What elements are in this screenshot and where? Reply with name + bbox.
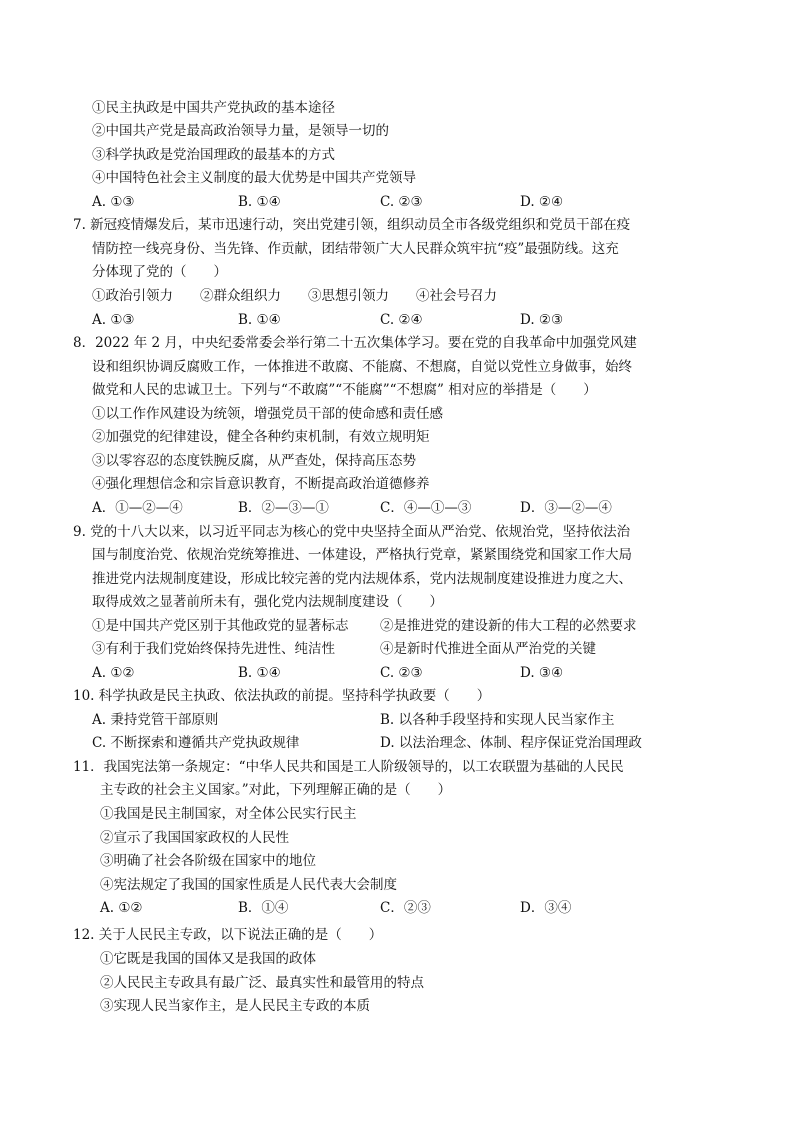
q10-option-d[interactable]: D. 以法治理念、体制、程序保证党治国理政 — [380, 735, 642, 751]
q12-stem: 12. 关于人民民主专政，以下说法正确的是（ ） — [73, 927, 383, 943]
q8-stem-line-2: 设和组织协调反腐败工作，一体推进不敢腐、不能腐、不想腐，自觉以党性立身做事，始终 — [92, 359, 632, 375]
q6-item-4: ④中国特色社会主义制度的最大优势是中国共产党领导 — [92, 170, 416, 186]
q7-items: ①政治引领力 ②群众组织力 ③思想引领力 ④社会号召力 — [92, 288, 497, 304]
q7-stem-line-1: 7. 新冠疫情爆发后，某市迅速行动，突出党建引领，组织动员全市各级党组织和党员干部在疫 — [73, 217, 631, 233]
q9-item-2: ②是推进党的建设新的伟大工程的必然要求 — [380, 618, 637, 634]
q9-item-1: ①是中国共产党区别于其他政党的显著标志 — [92, 618, 349, 634]
q8-option-d[interactable]: D．③—②—④ — [520, 500, 612, 516]
q6-option-a[interactable]: A. ①③ — [92, 194, 135, 210]
q9-stem-line-2: 国与制度治党、依规治党统筹推进、一体建设，严格执行党章，紧紧围绕党和国家工作大局 — [92, 547, 632, 563]
q8-option-b[interactable]: B．②—③—① — [238, 500, 329, 516]
q8-item-2: ②加强党的纪律建设，健全各种约束机制，有效立规明矩 — [92, 429, 430, 445]
q9-stem-line-1: 9. 党的十八大以来，以习近平同志为核心的党中央坚持全面从严治党、依规治党，坚持依法治 — [73, 524, 631, 540]
q8-option-a[interactable]: A．①—②—④ — [92, 500, 183, 516]
q11-item-2: ②宣示了我国国家政权的人民性 — [100, 830, 289, 846]
q11-item-4: ④宪法规定了我国的国家性质是人民代表大会制度 — [100, 877, 397, 893]
q7-option-b[interactable]: B. ①④ — [238, 312, 281, 328]
q7-option-a[interactable]: A. ①③ — [92, 312, 135, 328]
q12-item-2: ②人民民主专政具有最广泛、最真实性和最管用的特点 — [100, 975, 424, 991]
q8-item-3: ③以零容忍的态度铁腕反腐，从严查处，保持高压态势 — [92, 453, 416, 469]
q10-option-b[interactable]: B. 以各种手段坚持和实现人民当家作主 — [380, 712, 615, 728]
q6-option-d[interactable]: D. ②④ — [520, 194, 564, 210]
q8-option-c[interactable]: C．④—①—③ — [380, 500, 472, 516]
q11-option-b[interactable]: B．①④ — [238, 900, 289, 916]
q7-option-d[interactable]: D. ②③ — [520, 312, 564, 328]
q11-option-a[interactable]: A. ①② — [100, 900, 143, 916]
q7-option-c[interactable]: C. ②④ — [380, 312, 423, 328]
q6-option-c[interactable]: C. ②③ — [380, 194, 423, 210]
q6-item-2: ②中国共产党是最高政治领导力量，是领导一切的 — [92, 123, 389, 139]
q11-item-1: ①我国是民主制国家，对全体公民实行民主 — [100, 806, 357, 822]
q9-option-a[interactable]: A. ①② — [92, 665, 135, 681]
q10-option-a[interactable]: A. 秉持党管干部原则 — [92, 712, 219, 728]
q8-item-4: ④强化理想信念和宗旨意识教育，不断提高政治道德修养 — [92, 476, 430, 492]
q10-option-c[interactable]: C. 不断探索和遵循共产党执政规律 — [92, 735, 300, 751]
q9-option-b[interactable]: B. ①④ — [238, 665, 281, 681]
q6-item-1: ①民主执政是中国共产党执政的基本途径 — [92, 100, 335, 116]
q11-option-d[interactable]: D．③④ — [520, 900, 572, 916]
q12-item-3: ③实现人民当家作主，是人民民主专政的本质 — [100, 998, 370, 1014]
q11-item-3: ③明确了社会各阶级在国家中的地位 — [100, 853, 316, 869]
q9-option-c[interactable]: C. ②③ — [380, 665, 423, 681]
q12-item-1: ①它既是我国的国体又是我国的政体 — [100, 951, 316, 967]
q6-option-b[interactable]: B. ①④ — [238, 194, 281, 210]
q6-item-3: ③科学执政是党治国理政的最基本的方式 — [92, 147, 335, 163]
q7-stem-line-3: 分体现了党的（ ） — [92, 264, 227, 280]
q11-stem-line-1: 11．我国宪法第一条规定：“中华人民共和国是工人阶级领导的，以工农联盟为基础的人民民 — [73, 759, 624, 775]
q7-stem-line-2: 情防控一线亮身份、当先锋、作贡献，团结带领广大人民群众筑牢抗“疫”最强防线。这充 — [92, 241, 619, 257]
q11-option-c[interactable]: C．②③ — [380, 900, 431, 916]
q9-item-4: ④是新时代推进全面从严治党的关键 — [380, 641, 596, 657]
q11-stem-line-2: 主专政的社会主义国家。”对此，下列理解正确的是（ ） — [100, 782, 452, 798]
q9-option-d[interactable]: D. ③④ — [520, 665, 564, 681]
q8-item-1: ①以工作作风建设为统领，增强党员干部的使命感和责任感 — [92, 406, 443, 422]
q8-stem-line-1: 8．2022 年 2 月，中央纪委常委会举行第二十五次集体学习。要在党的自我革命中加强党风建 — [73, 335, 637, 351]
q9-stem-line-3: 推进党内法规制度建设，形成比较完善的党内法规体系，党内法规制度建设推进力度之大、 — [92, 571, 632, 587]
q9-stem-line-4: 取得成效之显著前所未有，强化党内法规制度建设（ ） — [92, 594, 443, 610]
q8-stem-line-3: 做党和人民的忠诚卫士。下列与“不敢腐”“不能腐”“不想腐” 相对应的举措是（ ） — [92, 382, 597, 398]
q10-stem: 10. 科学执政是民主执政、依法执政的前提。坚持科学执政要（ ） — [73, 688, 491, 704]
q9-item-3: ③有利于我们党始终保持先进性、纯洁性 — [92, 641, 335, 657]
